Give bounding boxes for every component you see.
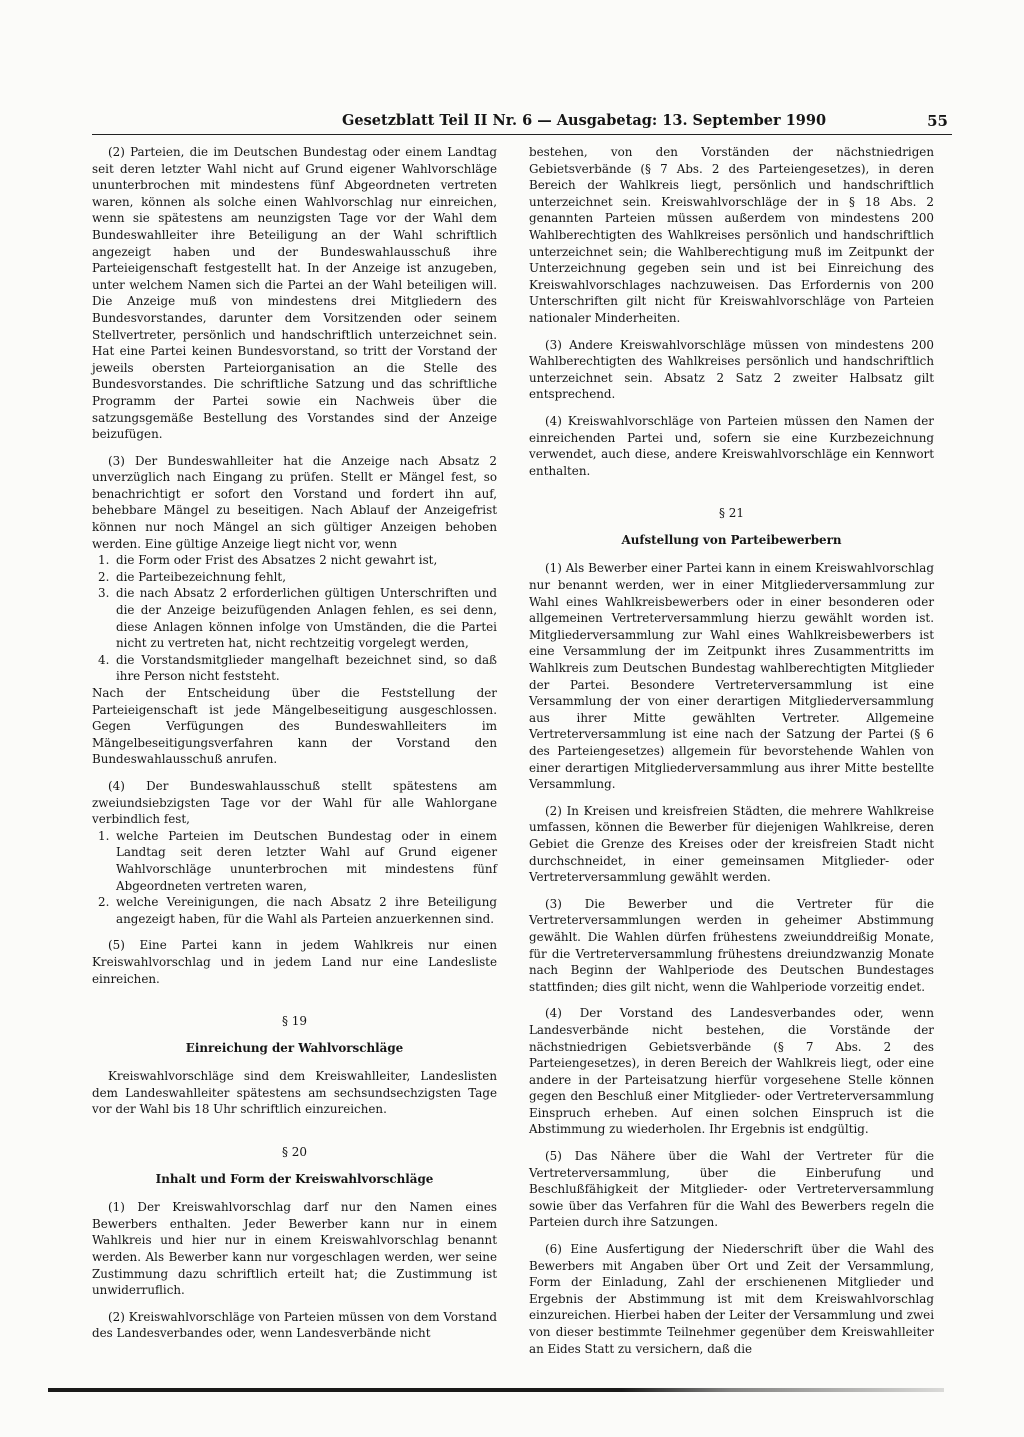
- paragraph-18-3: (3) Der Bundeswahlleiter hat die Anzeige nach Absatz 2 unverzüglich nach Eingang zu prüfen. Stellt er Mängel fest, so benachrichtigt er sofort den Vorstand und fordert ihn auf, behebbare Mängel zu beseitigen. Nach Ablauf der Anzeigefrist können nur noch Mängel an sich gültiger Anzeigen behoben werden. Eine gültige Anzeige liegt nicht vor, wenn: [92, 453, 497, 551]
- section-21-number: § 21: [718, 506, 745, 521]
- list-text: welche Vereinigungen, die nach Absatz 2 ihre Beteiligung angezeigt haben, für die Wahl als Parteien anzuerkennen sind.: [116, 895, 497, 926]
- list-number: 4.: [98, 652, 110, 667]
- list-number: 3.: [98, 586, 110, 601]
- page-number: 55: [927, 112, 948, 130]
- paragraph-18-2: (2) Parteien, die im Deutschen Bundestag oder einem Landtag seit deren letzter Wahl nicht auf Grund eigener Wahlvorschläge ununterbrochen mit mindestens fünf Abgeordneten vertreten waren, können als solche einen Wahlvorschlag nur einreichen, wenn sie spätestens am neunzigsten Tage vor der Wahl dem Bundeswahlleiter ihre Beteiligung an der Wahl schriftlich angezeigt haben und der Bundeswahlausschuß ihre Parteieigenschaft festgestellt hat. In der Anzeige ist anzugeben, unter welchem Namen sich die Partei an der Wahl beteiligen will. Die Anzeige muß von mindestens drei Mitgliedern des Bundesvorstandes, darunter dem Vorsitzenden oder seinem Stellvertreter, persönlich und handschriftlich unterzeichnet sein. Hat eine Partei keinen Bundesvorstand, so tritt der Vorstand der jeweils obersten Parteiorganisation an die Stelle des Bundesvorstandes. Die schriftliche Satzung und das schriftliche Programm der Partei sowie ein Nachweis über die satzungsgemäße Bestellung des Vorstandes sind der Anzeige beizufügen.: [92, 145, 497, 442]
- paragraph-21-6: (6) Eine Ausfertigung der Niederschrift über die Wahl des Bewerbers mit Angaben über Ort und Zeit der Versammlung, Form der Einladung, Zahl der erschienenen Mitglieder und Ergebnis der Abstimmung ist mit dem Kreiswahlvorschlag einzureichen. Hierbei haben der Leiter der Versammlung und zwei von dieser bestimmte Teilnehmer gegenüber dem Kreiswahlleiter an Eides Statt zu versichern, daß die: [529, 1242, 934, 1356]
- left-column: [92, 144, 497, 1342]
- list-text: die Parteibezeichnung fehlt,: [116, 569, 286, 584]
- right-column: [529, 144, 934, 1357]
- paragraph-18-5: (5) Eine Partei kann in jedem Wahlkreis nur einen Kreiswahlvorschlag und in jedem Land nur eine Landesliste einreichen.: [92, 938, 497, 986]
- list-text: welche Parteien im Deutschen Bundestag oder in einem Landtag seit deren letzter Wahl auf Grund eigener Wahlvorschläge ununterbrochen mit mindestens fünf Abgeordneten vertreten waren,: [116, 828, 497, 893]
- section-21-title: Aufstellung von Parteibewerbern: [621, 532, 842, 547]
- paragraph-19: Kreiswahlvorschläge sind dem Kreiswahlleiter, Landeslisten dem Landeswahlleiter spätestens am sechsundsechzigsten Tage vor der Wahl bis 18 Uhr schriftlich einzureichen.: [92, 1069, 497, 1117]
- paragraph-21-2: (2) In Kreisen und kreisfreien Städten, die mehrere Wahlkreise umfassen, können die Bewerber für diejenigen Wahlkreise, deren Gebiet die Grenze des Kreises oder der kreisfreien Stadt nicht durchschneidet, in einer gemeinsamen Mitglieder- oder Vertreterversammlung gewählt werden.: [529, 803, 934, 885]
- paragraph-18-4: (4) Der Bundeswahlausschuß stellt spätestens am zweiundsiebzigsten Tage vor der Wahl für alle Wahlorgane verbindlich fest,: [92, 778, 497, 827]
- section-19-number: § 19: [281, 1014, 308, 1029]
- list-item: [92, 569, 497, 586]
- paragraph-20-1: (1) Der Kreiswahlvorschlag darf nur den Namen eines Bewerbers enthalten. Jeder Bewerber kann nur in einem Wahlkreis und hier nur in einem Kreiswahlvorschlag benannt werden. Als Bewerber kann nur vorgeschlagen werden, wer seine Zustimmung dazu schriftlich erteilt hat; die Zustimmung ist unwiderruflich.: [92, 1200, 497, 1298]
- list-number: 1.: [98, 553, 110, 568]
- header-title: Gesetzblatt Teil II Nr. 6 — Ausgabetag: 13. September 1990: [342, 112, 827, 129]
- paragraph-20-3: (3) Andere Kreiswahlvorschläge müssen von mindestens 200 Wahlberechtigten des Wahlkreises persönlich und handschriftlich unterzeichnet sein. Absatz 2 Satz 2 zweiter Halbsatz gilt entsprechend.: [529, 337, 934, 402]
- paragraph-20-4: (4) Kreiswahlvorschläge von Parteien müssen den Namen der einreichenden Partei und, sofern sie eine Kurzbezeichnung verwendet, auch diese, andere Kreiswahlvorschläge ein Kennwort enthalten.: [529, 413, 934, 478]
- section-19-title: Einreichung der Wahlvorschläge: [185, 1040, 404, 1055]
- list-item: [92, 894, 497, 927]
- list-invalid-notice: [92, 552, 497, 685]
- section-20-title: Inhalt und Form der Kreiswahlvorschläge: [155, 1171, 434, 1186]
- paragraph-21-3: (3) Die Bewerber und die Vertreter für die Vertreterversammlungen werden in geheimer Abstimmung gewählt. Die Wahlen dürfen frühestens zweiunddreißig Monate, für die Vertreterversammlung frühestens dreiundzwanzig Monate nach Beginn der Wahlperiode des Deutschen Bundestages stattfinden; dies gilt nicht, wenn die Wahlperiode vorzeitig endet.: [529, 896, 934, 994]
- running-header: [92, 110, 952, 135]
- paragraph-21-1: (1) Als Bewerber einer Partei kann in einem Kreiswahlvorschlag nur benannt werden, wer in einer Mitgliederversammlung zur Wahl eines Wahlkreisbewerbers oder in einer besonderen oder allgemeinen Vertreterversammlung hierzu gewählt worden ist. Mitgliederversammlung zur Wahl eines Wahlkreisbewerbers ist eine Versammlung der im Zeitpunkt ihres Zusammentritts im Wahlkreis zum Deutschen Bundestag wahlberechtigten Mitglieder der Partei. Besondere Vertreterversammlung ist eine Versammlung der von einer derartigen Mitgliederversammlung aus ihrer Mitte gewählten Vertreter. Allgemeine Vertreterversammlung ist eine nach der Satzung der Partei (§ 6 des Parteiengesetzes) allgemein für bevorstehende Wahlen von einer derartigen Mitgliederversammlung aus ihrer Mitte bestellte Versammlung.: [529, 561, 934, 792]
- paragraph-20-2-cont: bestehen, von den Vorständen der nächstniedrigen Gebietsverbände (§ 7 Abs. 2 des Parteiengesetzes), in deren Bereich der Wahlkreis liegt, persönlich und handschriftlich unterzeichnet sein. Kreiswahlvorschläge der in § 18 Abs. 2 genannten Parteien müssen außerdem von mindestens 200 Wahlberechtigten des Wahlkreises persönlich und handschriftlich unterzeichnet sein; die Wahlberechtigung muß im Zeitpunkt der Unterzeichnung gegeben sein und ist bei Einreichung des Kreiswahlvorschlages nachzuweisen. Das Erfordernis von 200 Unterschriften gilt nicht für Kreiswahlvorschläge von Parteien nationaler Minderheiten.: [529, 145, 934, 325]
- list-number: 2.: [98, 895, 110, 910]
- list-item: [92, 828, 497, 894]
- list-item: [92, 652, 497, 685]
- footer-rule: [48, 1388, 944, 1392]
- list-text: die nach Absatz 2 erforderlichen gültigen Unterschriften und die der Anzeige beizufügenden Anlagen fehlen, es sei denn, diese Anlagen können infolge von Umständen, die die Partei nicht zu vertreten hat, nicht rechtzeitig vorgelegt werden,: [116, 586, 497, 651]
- paragraph-20-2: (2) Kreiswahlvorschläge von Parteien müssen von dem Vorstand des Landesverbandes oder, wenn Landesverbände nicht: [92, 1309, 497, 1341]
- paragraph-18-3-cont: Nach der Entscheidung über die Feststellung der Parteieigenschaft ist jede Mängelbeseitigung ausgeschlossen. Gegen Verfügungen des Bundeswahlleiters im Mängelbeseitigungsverfahren kann der Vorstand den Bundeswahlausschuß anrufen.: [92, 686, 497, 767]
- list-committee-findings: [92, 828, 497, 928]
- list-text: die Vorstandsmitglieder mangelhaft bezeichnet sind, so daß ihre Person nicht feststeht.: [116, 652, 497, 684]
- list-item: [92, 585, 497, 651]
- list-item: [92, 552, 497, 569]
- list-number: 1.: [98, 828, 110, 843]
- paragraph-21-4: (4) Der Vorstand des Landesverbandes oder, wenn Landesverbände nicht bestehen, die Vorstände der nächstniedrigen Gebietsverbände (§ 7 Abs. 2 des Parteiengesetzes), in deren Bereich der Wahlkreis liegt, oder eine andere in der Parteisatzung hierfür vorgesehene Stelle können gegen den Beschluß einer Mitglieder- oder Vertreterversammlung Einspruch erheben. Auf einen solchen Einspruch ist die Abstimmung zu wiederholen. Ihr Ergebnis ist endgültig.: [529, 1006, 934, 1137]
- list-text: die Form oder Frist des Absatzes 2 nicht gewahrt ist,: [116, 553, 438, 568]
- section-20-number: § 20: [281, 1145, 308, 1160]
- list-number: 2.: [98, 569, 110, 584]
- paragraph-21-5: (5) Das Nähere über die Wahl der Vertreter für die Vertreterversammlung, über die Einberufung und Beschlußfähigkeit der Mitglieder- oder Vertreterversammlung sowie über das Verfahren für die Wahl des Bewerbers regeln die Parteien durch ihre Satzungen.: [529, 1149, 934, 1230]
